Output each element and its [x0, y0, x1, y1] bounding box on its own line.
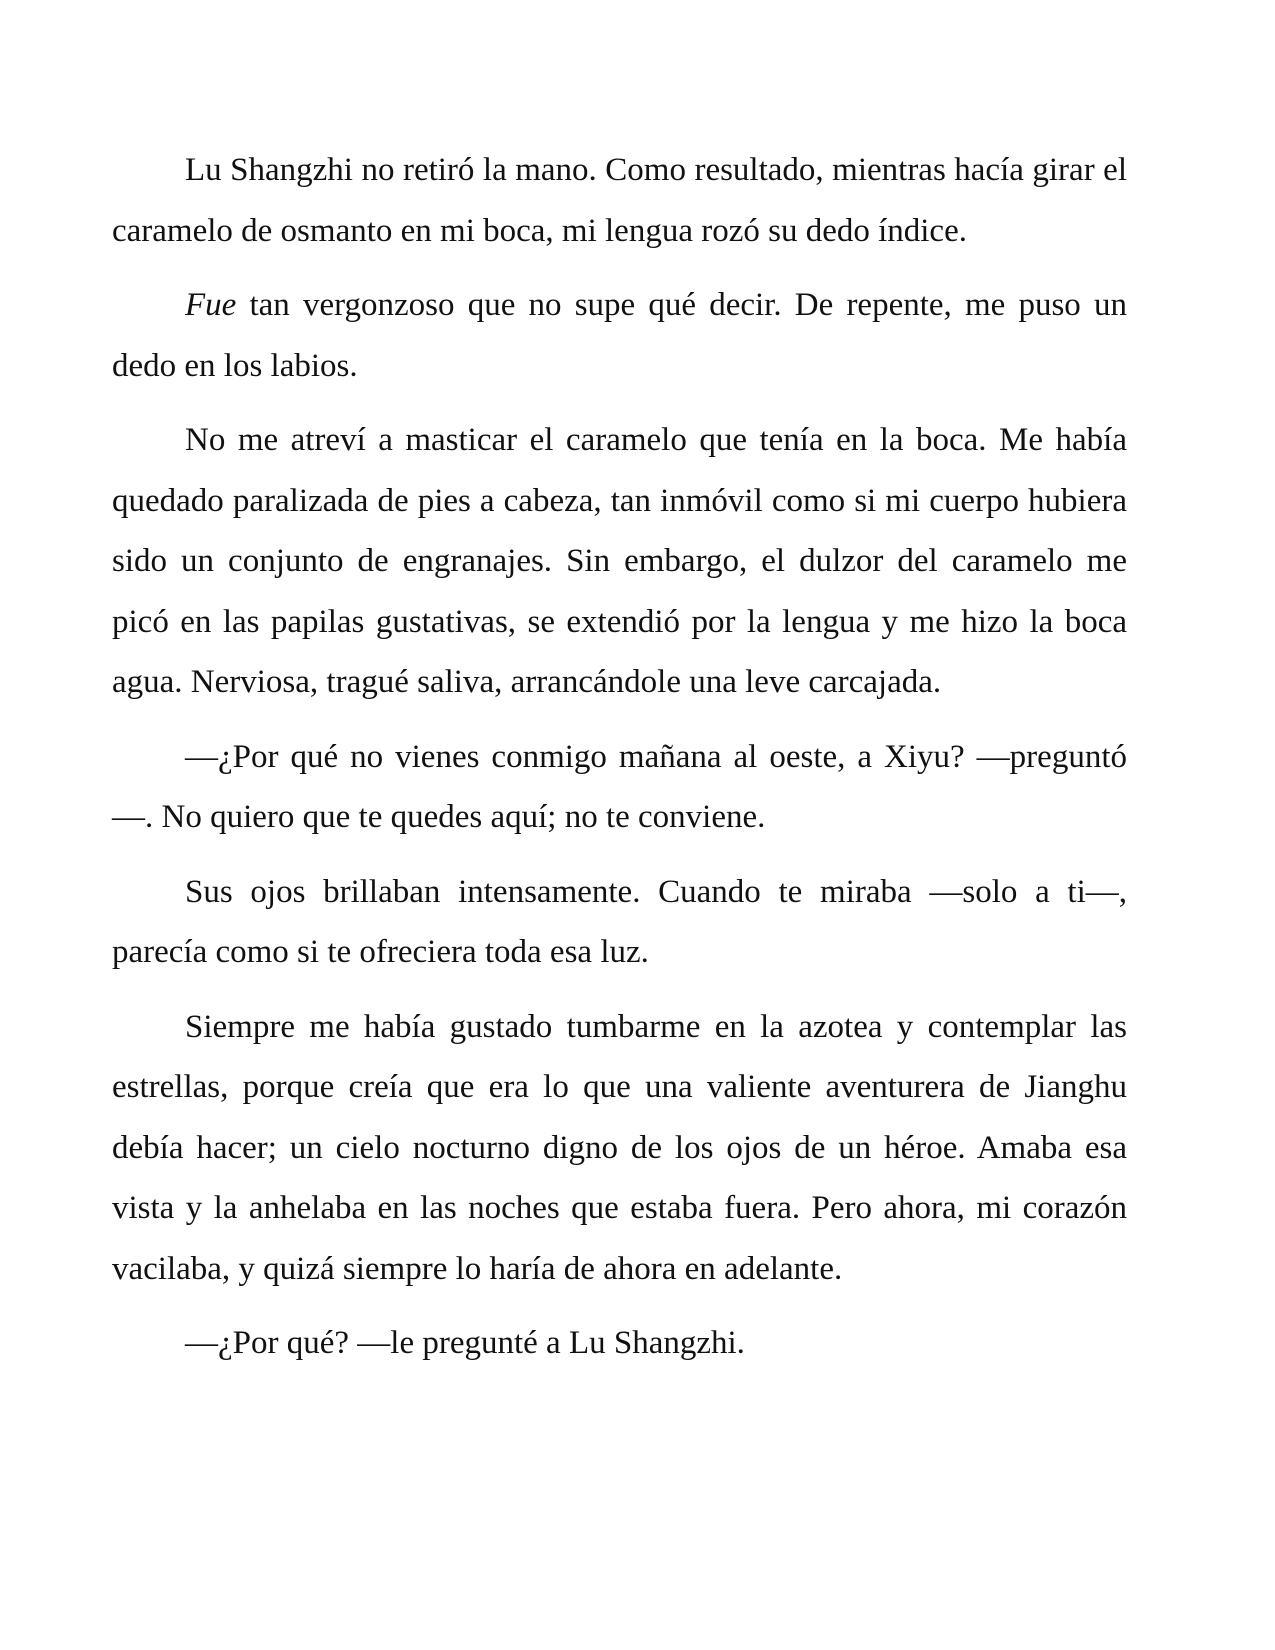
paragraph-2: [112, 275, 1127, 396]
paragraph-text: tan vergonzoso que no supe qué decir. De repente, me puso un dedo en los labios.: [112, 287, 1127, 384]
paragraph-text: No me atreví a masticar el caramelo que tenía en la boca. Me había quedado paralizada de pies a cabeza, tan inmóvil como si mi cuerpo hubiera sido un conjunto de engranajes. Sin embargo, el dulzor del caramelo me picó en las papilas gustativas, se extendió por la lengua y me hizo la boca agua. Nerviosa, tragué saliva, arrancándole una leve carcajada.: [112, 422, 1127, 700]
paragraph-4: [112, 727, 1127, 848]
document-page: [112, 140, 1127, 1388]
italic-lead-word: Fue: [185, 287, 237, 323]
paragraph-5: [112, 862, 1127, 983]
paragraph-3: [112, 410, 1127, 713]
paragraph-7: [112, 1313, 1127, 1374]
paragraph-text: —¿Por qué no vienes conmigo mañana al oeste, a Xiyu? —preguntó—. No quiero que te quedes aquí; no te conviene.: [112, 738, 1127, 835]
paragraph-text: Sus ojos brillaban intensamente. Cuando te miraba —solo a ti—, parecía como si te ofreciera toda esa luz.: [112, 873, 1127, 970]
paragraph-text: —¿Por qué? —le pregunté a Lu Shangzhi.: [185, 1325, 745, 1361]
paragraph-text: Lu Shangzhi no retiró la mano. Como resultado, mientras hacía girar el caramelo de osmanto en mi boca, mi lengua rozó su dedo índice.: [112, 152, 1127, 249]
paragraph-1: [112, 140, 1127, 261]
paragraph-text: Siempre me había gustado tumbarme en la azotea y contemplar las estrellas, porque creía que era lo que una valiente aventurera de Jianghu debía hacer; un cielo nocturno digno de los ojos de un héroe. Amaba esa vista y la anhelaba en las noches que estaba fuera. Pero ahora, mi corazón vacilaba, y quizá siempre lo haría de ahora en adelante.: [112, 1008, 1127, 1287]
paragraph-6: [112, 997, 1127, 1300]
